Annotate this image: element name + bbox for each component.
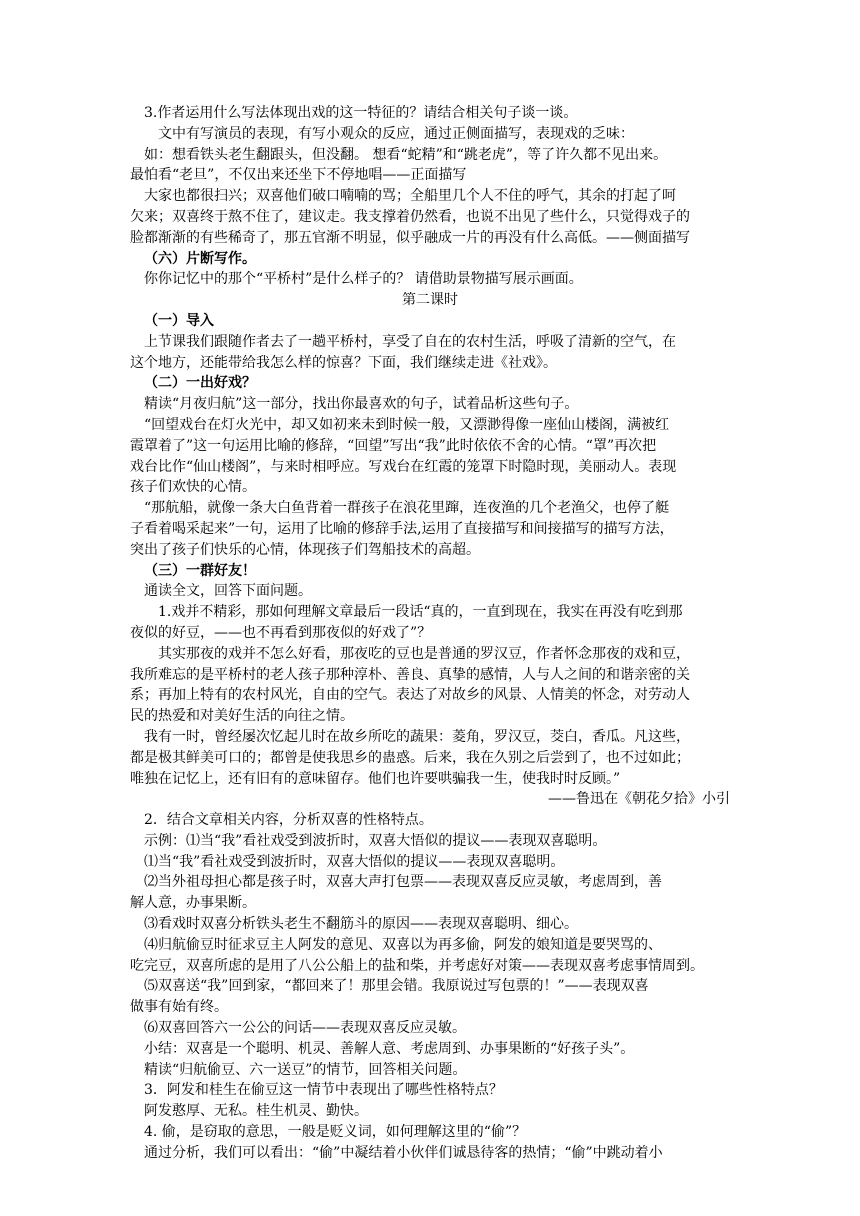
paragraph: 系；再加上特有的农村风光，自由的空气。表达了对故乡的风景、人情美的怀念，对劳动人	[130, 687, 690, 704]
paragraph: 夜似的好豆，——也不再看到那夜似的好戏了”？	[130, 624, 432, 641]
list-item: ⑸双喜送“我”回到家，“都回来了！那里会错。我原说过写包票的！”——表现双喜	[144, 978, 649, 995]
paragraph: 欠来；双喜终于熬不住了，建议走。我支撑着仍然看，也说不出见了些什么，只觉得戏子的	[130, 208, 690, 225]
paragraph: “回望戏台在灯火光中，却又如初来未到时候一般，又漂渺得像一座仙山楼阁，满被红	[144, 416, 670, 433]
question-3: 3.作者运用什么写法体现出戏的这一特征的？请结合相关句子谈一谈。	[144, 105, 578, 121]
list-item: 吃完豆，双喜所虑的是用了八公公船上的盐和柴，并考虑好对策——表现双喜考虑事情周到。	[130, 957, 704, 974]
paragraph: 子看着喝采起来”一句，运用了比喻的修辞手法,运用了直接描写和间接描写的描写方法，	[130, 520, 674, 537]
list-item: ⑴当“我”看社戏受到波折时，双喜大悟似的提议——表现双喜聪明。	[144, 853, 565, 870]
list-item: ⑷归航偷豆时征求豆主人阿发的意见、双喜以为再多偷，阿发的娘知道是要哭骂的、	[144, 936, 662, 953]
paragraph: 这个地方，还能带给我怎么样的惊喜？下面，我们继续走进《社戏》。	[130, 354, 557, 371]
lesson-title: 第二课时	[402, 292, 458, 309]
paragraph: 戏台比作“仙山楼阁”，与来时相呼应。写戏台在红霞的笼罩下时隐时现，美丽动人。表现	[130, 458, 677, 475]
paragraph: 精读“月夜归航”这一部分，找出你最喜欢的句子，试着品析这些句子。	[144, 396, 579, 413]
paragraph: 其实那夜的戏并不怎么好看，那夜吃的豆也是普通的罗汉豆，作者怀念那夜的戏和豆，	[158, 645, 690, 662]
list-item: ⑵当外祖母担心都是孩子时，双喜大声打包票——表现双喜反应灵敏，考虑周到，善	[144, 874, 662, 891]
list-item: ⑹双喜回答六一公公的问话——表现双喜反应灵敏。	[144, 1020, 466, 1037]
paragraph: 霞罩着了”这一句运用比喻的修辞，“回望”写出“我”此时依依不舍的心情。“罩”再次把	[130, 437, 657, 454]
list-item: 做事有始有终。	[130, 999, 228, 1016]
paragraph: 我所难忘的是平桥村的老人孩子那种淳朴、善良、真挚的感情，人与人之间的和谐亲密的关	[130, 666, 690, 683]
paragraph: 脸都渐渐的有些稀奇了，那五官渐不明显，似乎融成一片的再没有什么高低。——侧面描写	[130, 229, 690, 246]
section-heading: （二）一出好戏？	[144, 375, 256, 392]
summary: 小结：双喜是一个聪明、机灵、善解人意、考虑周到、办事果断的“好孩子头”。	[144, 1040, 635, 1057]
list-item: ⑶看戏时双喜分析铁头老生不翻筋斗的原因——表现双喜聪明、细心。	[144, 916, 578, 933]
quote: 我有一时，曾经屡次忆起儿时在故乡所吃的蔬果：菱角，罗汉豆，茭白，香瓜。凡这些，	[144, 728, 690, 745]
section-heading: （六）片断写作。	[144, 250, 256, 267]
quote: 都是极其鲜美可口的；都曾是使我思乡的蛊惑。后来，我在久别之后尝到了，也不过如此；	[130, 749, 690, 766]
list-item: 解人意，办事果断。	[130, 895, 256, 912]
paragraph: 阿发憨厚、无私。桂生机灵、勤快。	[144, 1103, 368, 1120]
section-heading: （三）一群好友！	[144, 562, 256, 579]
paragraph: 精读“归航偷豆、六一送豆”的情节，回答相关问题。	[144, 1061, 467, 1078]
question-2: 2．结合文章相关内容，分析双喜的性格特点。	[144, 812, 433, 829]
paragraph: 你你记忆中的那个“平桥村”是什么样子的？ 请借助景物描写展示画面。	[144, 271, 583, 288]
section-heading: （一）导入	[144, 312, 214, 329]
paragraph: 突出了孩子们快乐的心情，体现孩子们驾船技术的高超。	[130, 541, 480, 558]
paragraph: 文中有写演员的表现，有写小观众的反应，通过正侧面描写，表现戏的乏味：	[158, 125, 634, 142]
paragraph: 示例：⑴当“我”看社戏受到波折时，双喜大悟似的提议——表现双喜聪明。	[144, 832, 607, 849]
paragraph: 如：想看铁头老生翻跟头，但没翻。 想看“蛇精”和“跳老虎”，等了许久都不见出来。	[144, 146, 668, 163]
quote-source: ——鲁迅在《朝花夕拾》小引	[548, 791, 730, 808]
question-3: 3．阿发和桂生在偷豆这一情节中表现出了哪些性格特点？	[144, 1082, 503, 1099]
paragraph: 通读全文，回答下面问题。	[144, 583, 312, 600]
paragraph: 民的热爱和对美好生活的向往之情。	[130, 708, 354, 725]
question-1: 1.戏并不精彩，那如何理解文章最后一段话“真的，一直到现在，我实在再没有吃到那	[158, 604, 683, 621]
paragraph: 上节课我们跟随作者去了一趟平桥村，享受了自在的农村生活，呼吸了清新的空气，在	[144, 333, 676, 350]
paragraph: 孩子们欢快的心情。	[130, 479, 256, 496]
quote: 唯独在记忆上，还有旧有的意味留存。他们也许要哄骗我一生，使我时时反顾。”	[130, 770, 621, 787]
paragraph: 通过分析，我们可以看出：“偷”中凝结着小伙伴们诚恳待客的热情；“偷”中跳动着小	[144, 1144, 663, 1161]
paragraph: “那航船，就像一条大白鱼背着一群孩子在浪花里蹿，连夜渔的几个老渔父，也停了艇	[144, 500, 670, 517]
paragraph: 大家也都很扫兴；双喜他们破口喃喃的骂；全船里几个人不住的呼气，其余的打起了呵	[144, 188, 676, 205]
question-4: 4. 偷，是窃取的意思，一般是贬义词，如何理解这里的“偷”？	[144, 1124, 527, 1141]
document-page	[130, 103, 730, 1164]
paragraph: 最怕看“老旦”，不仅出来还坐下不停地唱——正面描写	[130, 167, 467, 184]
